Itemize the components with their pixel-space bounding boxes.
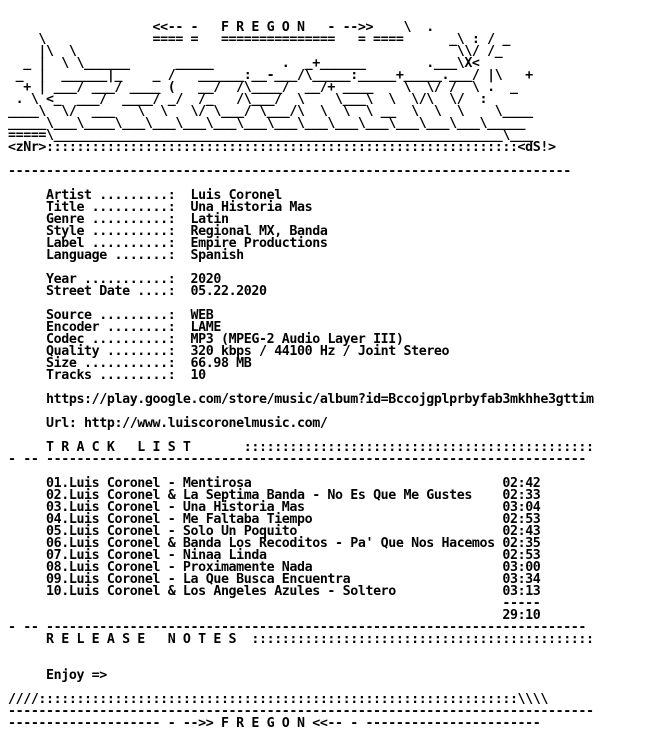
info-label: Language .......: (46, 248, 176, 263)
info-label: Year ...........: (46, 272, 176, 287)
banner-art-line: _____\___\____\___\___\___\___\___\___\___\___\___\___\___\___\_____ (8, 116, 526, 131)
track-time: 03:34 (502, 572, 541, 587)
info-label: Label ..........: (46, 236, 176, 251)
info-value: Spanish (190, 248, 244, 263)
track-time: 02:53 (502, 512, 541, 527)
banner-art-line: . \ <_ ___/ ____/ _/ /_ /\___/ \ \___\ \ \/\ \/ : (8, 92, 488, 107)
info-value: Luis Coronel (190, 188, 282, 203)
info-label: Codec ..........: (46, 332, 176, 347)
track-title: 05.Luis Coronel - Solo Un Poquito (46, 524, 298, 539)
divider: - -- ----------------------------------------------------------------------- (8, 620, 587, 635)
track-time: 02:43 (502, 524, 541, 539)
track-title: 10.Luis Coronel & Los Angeles Azules - Soltero (46, 584, 396, 599)
track-title: 01.Luis Coronel - Mentirosa (46, 476, 252, 491)
info-value: 66.98 MB (190, 356, 252, 371)
info-language (8, 250, 594, 262)
banner-art-line: + | ___/ ___/ ____ ( __/ /\____/ __/+ ____ \ \/ / \ . _ (8, 80, 518, 95)
banner-art-line: _ | \ \______ _____ . _+______ .___\X< (8, 56, 480, 71)
track-list (8, 478, 594, 598)
track-total: 29:10 (502, 608, 541, 623)
footer-rule: ----------------------------------------------------------------------------- (8, 704, 594, 719)
track-title: 04.Luis Coronel - Me Faltaba Tiempo (46, 512, 313, 527)
info-label: Title ..........: (46, 200, 176, 215)
divider: - -- ----------------------------------------------------------------------- (8, 452, 587, 467)
info-label: Tracks .........: (46, 368, 176, 383)
notes-header: R E L E A S E N O T E S ::::::::::::::::::::::::::::::::::::::::::::: (46, 632, 594, 647)
info-label: Style ..........: (46, 224, 176, 239)
info-value: 05.22.2020 (190, 284, 267, 299)
track-time: 02:53 (502, 548, 541, 563)
track-title: 03.Luis Coronel - Una Historia Mas (46, 500, 305, 515)
tracklist-header: T R A C K L I S T :::::::::::::::::::::::::::::::::::::::::::::: (46, 440, 594, 455)
info-value: 10 (190, 368, 206, 383)
nfo-text (8, 22, 594, 730)
banner-art-line: ____\ \/ ___ \ \ \/ \___/ \___/\ \ \ \ __ \ \ \ \____ (8, 104, 533, 119)
enjoy-line (8, 670, 594, 682)
info-value: Empire Productions (190, 236, 328, 251)
store-link-line (8, 394, 594, 406)
track-time: 03:04 (502, 500, 541, 515)
info-value: 2020 (190, 272, 221, 287)
track-title: 08.Luis Coronel - Proximamente Nada (46, 560, 313, 575)
banner-art-line: |\ \ \\/ /_ (8, 44, 503, 59)
info-value: LAME (190, 320, 221, 335)
info-label: Quality ........: (46, 344, 176, 359)
banner-art-line: =====\___________________________________________________________\___ (8, 128, 533, 143)
banner-signature-line: <zNr>::::::::::::::::::::::::::::::::::::::::::::::::::::::::::::::<dS!> (8, 140, 556, 155)
track-time: 03:00 (502, 560, 541, 575)
info-value: Latin (190, 212, 229, 227)
info-value: WEB (190, 308, 214, 323)
info-label: Size ...........: (46, 356, 176, 371)
info-value: Una Historia Mas (190, 200, 313, 215)
track-time: 02:42 (502, 476, 541, 491)
info-tracks (8, 370, 594, 382)
track-title: 09.Luis Coronel - La Que Busca Encuentra (46, 572, 351, 587)
info-label: Source .........: (46, 308, 176, 323)
footer-signature: -------------------- - -->> F R E G O N <<-- - ----------------------- (8, 716, 541, 731)
info-value: MP3 (MPEG-2 Audio Layer III) (190, 332, 404, 347)
info-value: 320 kbps / 44100 Hz / Joint Stereo (190, 344, 450, 359)
footer-band: ////:::::::::::::::::::::::::::::::::::::::::::::::::::::::::::::::\\\\ (8, 692, 548, 707)
track-title: 06.Luis Coronel & Banda Los Recoditos - Pa' Que Nos Hacemos (46, 536, 495, 551)
url-line (8, 418, 594, 430)
store-link[interactable]: https://play.google.com/store/music/album?id=Bccojgplprbyfab3mkhhe3gttim (46, 392, 594, 407)
blank-line (8, 646, 594, 658)
notes-header-line (8, 634, 594, 646)
banner-art-line: _ | ______|_ _ / ______:__-___/\_____:_____+_____.___/ |\ + (8, 68, 533, 83)
info-label: Encoder ........: (46, 320, 176, 335)
track-time: 02:33 (502, 488, 541, 503)
track-total-rule: ----- (8, 596, 541, 611)
enjoy-text: Enjoy => (46, 668, 107, 683)
banner-art-line: \ ==== = =============== = ==== _\ : / _ (8, 32, 510, 47)
track-title: 02.Luis Coronel & La Septima Banda - No Es Que Me Gustes (46, 488, 472, 503)
info-label: Artist .........: (46, 188, 176, 203)
info-label: Street Date ....: (46, 284, 176, 299)
info-street-date (8, 286, 594, 298)
track-time: 03:13 (502, 584, 541, 599)
track-title: 07.Luis Coronel - Ninaa Linda (46, 548, 267, 563)
banner-title-line: <<-- - F R E G O N - -->> \ . (8, 20, 434, 35)
info-label: Genre ..........: (46, 212, 176, 227)
info-value: Regional MX, Banda (190, 224, 328, 239)
track-time: 02:35 (502, 536, 541, 551)
homepage-link[interactable]: Url: http://www.luiscoronelmusic.com/ (46, 416, 328, 431)
divider: -------------------------------------------------------------------------- (8, 164, 571, 179)
